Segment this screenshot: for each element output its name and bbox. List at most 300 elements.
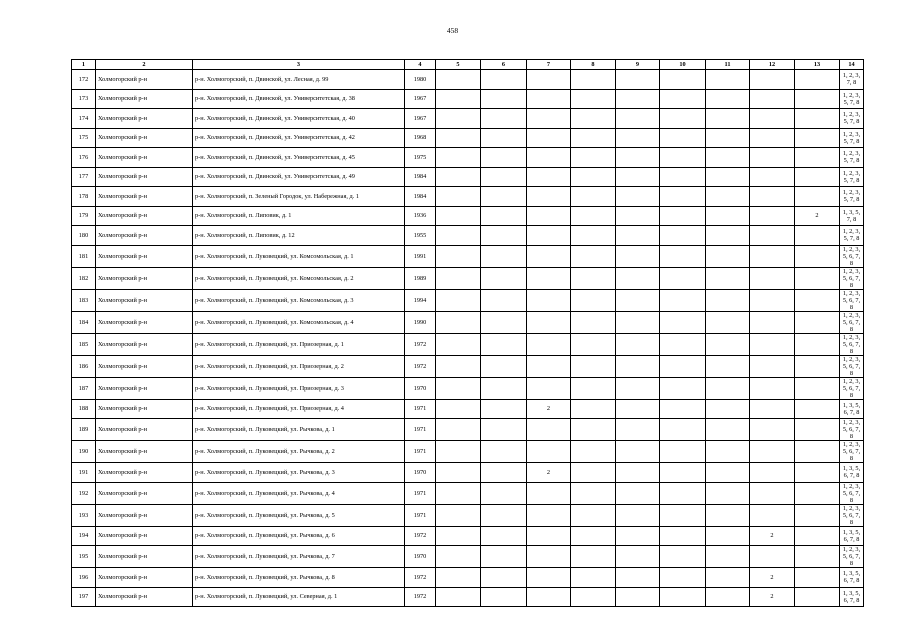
col14-cell: 1, 2, 3, 7, 8 [840,70,864,90]
col6-cell [481,482,527,504]
col11-cell [706,587,750,607]
col9-cell [616,167,660,187]
col9-cell [616,482,660,504]
col13-cell [795,128,840,148]
col8-cell [571,419,616,441]
col9-cell [616,355,660,377]
col14-cell: 1, 2, 3, 5, 7, 8 [840,128,864,148]
col6-cell [481,504,527,526]
col5-cell [436,568,481,588]
col9-cell [616,377,660,399]
col14-cell: 1, 3, 5, 6, 7, 8 [840,463,864,483]
col11-cell [706,377,750,399]
col9-cell [616,399,660,419]
col7-cell [527,419,571,441]
table-row [72,289,864,311]
col10-cell [660,311,706,333]
address-cell: р-н. Холмогорский, п. Луковецкий, ул. Рычкова, д. 8 [193,568,405,588]
col5-cell [436,546,481,568]
row-number: 196 [72,568,96,588]
year-cell: 1955 [405,226,436,246]
row-number: 193 [72,504,96,526]
col11-cell [706,70,750,90]
col10-cell [660,504,706,526]
col14-cell: 1, 2, 3, 5, 7, 8 [840,89,864,109]
col5-cell [436,289,481,311]
col9-cell [616,187,660,207]
year-cell: 1989 [405,267,436,289]
district-cell: Холмогорский р-н [96,546,193,568]
col12-cell [750,109,795,129]
district-cell: Холмогорский р-н [96,70,193,90]
row-number: 189 [72,419,96,441]
col5-cell [436,148,481,168]
col8-cell [571,399,616,419]
col7-cell [527,377,571,399]
district-cell: Холмогорский р-н [96,504,193,526]
col7-cell [527,89,571,109]
col7-cell [527,167,571,187]
column-header: 11 [706,60,750,70]
col7-cell [527,245,571,267]
col5-cell [436,333,481,355]
page-number: 458 [446,26,459,35]
address-cell: р-н. Холмогорский, п. Луковецкий, ул. Северная, д. 1 [193,587,405,607]
col11-cell [706,333,750,355]
header-row [72,60,864,70]
col14-cell: 1, 3, 5, 7, 8 [840,206,864,226]
col7-cell [527,526,571,546]
year-cell: 1980 [405,70,436,90]
col12-cell: 2 [750,526,795,546]
address-cell: р-н. Холмогорский, п. Двинской, ул. Университетская, д. 38 [193,89,405,109]
col11-cell [706,109,750,129]
col6-cell [481,70,527,90]
col11-cell [706,311,750,333]
address-cell: р-н. Холмогорский, п. Луковецкий, ул. Рычкова, д. 7 [193,546,405,568]
col12-cell [750,399,795,419]
row-number: 185 [72,333,96,355]
col12-cell: 2 [750,587,795,607]
col13-cell [795,419,840,441]
col6-cell [481,526,527,546]
address-cell: р-н. Холмогорский, п. Липовик, д. 12 [193,226,405,246]
col14-cell: 1, 2, 3, 5, 6, 7, 8 [840,355,864,377]
col10-cell [660,526,706,546]
table-row [72,89,864,109]
col5-cell [436,482,481,504]
table-row [72,355,864,377]
table-row [72,504,864,526]
col9-cell [616,546,660,568]
col8-cell [571,206,616,226]
row-number: 175 [72,128,96,148]
col5-cell [436,399,481,419]
district-cell: Холмогорский р-н [96,311,193,333]
col7-cell [527,333,571,355]
col9-cell [616,504,660,526]
col14-cell: 1, 2, 3, 5, 6, 7, 8 [840,419,864,441]
col10-cell [660,206,706,226]
col8-cell [571,245,616,267]
table-row [72,526,864,546]
col12-cell [750,482,795,504]
address-cell: р-н. Холмогорский, п. Луковецкий, ул. Комсомольская, д. 4 [193,311,405,333]
year-cell: 1972 [405,333,436,355]
address-cell: р-н. Холмогорский, п. Двинской, ул. Университетская, д. 49 [193,167,405,187]
year-cell: 1971 [405,441,436,463]
address-cell: р-н. Холмогорский, п. Липовик, д. 1 [193,206,405,226]
district-cell: Холмогорский р-н [96,377,193,399]
col9-cell [616,128,660,148]
col7-cell [527,187,571,207]
year-cell: 1994 [405,289,436,311]
col9-cell [616,226,660,246]
col14-cell: 1, 2, 3, 5, 6, 7, 8 [840,482,864,504]
year-cell: 1971 [405,482,436,504]
col10-cell [660,245,706,267]
col11-cell [706,245,750,267]
row-number: 172 [72,70,96,90]
district-cell: Холмогорский р-н [96,333,193,355]
col11-cell [706,568,750,588]
col5-cell [436,226,481,246]
col13-cell [795,399,840,419]
row-number: 194 [72,526,96,546]
row-number: 173 [72,89,96,109]
district-cell: Холмогорский р-н [96,587,193,607]
column-header: 13 [795,60,840,70]
address-cell: р-н. Холмогорский, п. Луковецкий, ул. Комсомольская, д. 1 [193,245,405,267]
col7-cell [527,267,571,289]
col8-cell [571,311,616,333]
col14-cell: 1, 2, 3, 5, 6, 7, 8 [840,504,864,526]
col10-cell [660,148,706,168]
col10-cell [660,89,706,109]
year-cell: 1975 [405,148,436,168]
column-header: 10 [660,60,706,70]
year-cell: 1936 [405,206,436,226]
col6-cell [481,419,527,441]
address-cell: р-н. Холмогорский, п. Луковецкий, ул. Комсомольская, д. 3 [193,289,405,311]
col8-cell [571,226,616,246]
col5-cell [436,206,481,226]
col8-cell [571,568,616,588]
col5-cell [436,311,481,333]
table-row [72,70,864,90]
col9-cell [616,70,660,90]
column-header: 9 [616,60,660,70]
col6-cell [481,355,527,377]
year-cell: 1972 [405,568,436,588]
col12-cell [750,128,795,148]
col10-cell [660,546,706,568]
district-cell: Холмогорский р-н [96,109,193,129]
col9-cell [616,245,660,267]
col6-cell [481,399,527,419]
address-cell: р-н. Холмогорский, п. Луковецкий, ул. Приозерная, д. 3 [193,377,405,399]
col9-cell [616,206,660,226]
col14-cell: 1, 2, 3, 5, 6, 7, 8 [840,311,864,333]
col9-cell [616,311,660,333]
col11-cell [706,355,750,377]
col13-cell [795,333,840,355]
col5-cell [436,245,481,267]
col10-cell [660,128,706,148]
row-number: 195 [72,546,96,568]
year-cell: 1991 [405,245,436,267]
col7-cell [527,587,571,607]
row-number: 177 [72,167,96,187]
col6-cell [481,546,527,568]
col12-cell [750,355,795,377]
col9-cell [616,267,660,289]
table-row [72,226,864,246]
address-cell: р-н. Холмогорский, п. Двинской, ул. Университетская, д. 42 [193,128,405,148]
col7-cell: 2 [527,463,571,483]
table-row [72,441,864,463]
row-number: 186 [72,355,96,377]
col9-cell [616,463,660,483]
table-row [72,267,864,289]
col13-cell [795,267,840,289]
col10-cell [660,399,706,419]
col14-cell: 1, 2, 3, 5, 6, 7, 8 [840,441,864,463]
district-cell: Холмогорский р-н [96,568,193,588]
col14-cell: 1, 2, 3, 5, 7, 8 [840,226,864,246]
col7-cell [527,289,571,311]
table-body [72,70,864,607]
row-number: 176 [72,148,96,168]
year-cell: 1968 [405,128,436,148]
district-cell: Холмогорский р-н [96,289,193,311]
col7-cell [527,311,571,333]
col13-cell [795,289,840,311]
col13-cell [795,463,840,483]
col7-cell [527,109,571,129]
address-cell: р-н. Холмогорский, п. Луковецкий, ул. Рычкова, д. 1 [193,419,405,441]
col13-cell [795,441,840,463]
table-row [72,167,864,187]
col9-cell [616,441,660,463]
row-number: 182 [72,267,96,289]
col12-cell [750,333,795,355]
address-cell: р-н. Холмогорский, п. Двинской, ул. Лесная, д. 99 [193,70,405,90]
col6-cell [481,148,527,168]
col14-cell: 1, 2, 3, 5, 6, 7, 8 [840,377,864,399]
year-cell: 1984 [405,187,436,207]
col12-cell [750,70,795,90]
col11-cell [706,441,750,463]
table-row [72,245,864,267]
col7-cell [527,441,571,463]
table-row [72,109,864,129]
col10-cell [660,587,706,607]
col14-cell: 1, 2, 3, 5, 6, 7, 8 [840,546,864,568]
col13-cell [795,568,840,588]
col6-cell [481,587,527,607]
col8-cell [571,109,616,129]
col10-cell [660,187,706,207]
col13-cell [795,504,840,526]
col8-cell [571,333,616,355]
col10-cell [660,109,706,129]
col12-cell [750,89,795,109]
column-header: 8 [571,60,616,70]
address-cell: р-н. Холмогорский, п. Двинской, ул. Университетская, д. 40 [193,109,405,129]
col11-cell [706,482,750,504]
col11-cell [706,187,750,207]
col12-cell [750,289,795,311]
col7-cell [527,148,571,168]
col11-cell [706,206,750,226]
address-cell: р-н. Холмогорский, п. Луковецкий, ул. Рычкова, д. 3 [193,463,405,483]
col8-cell [571,89,616,109]
col5-cell [436,109,481,129]
row-number: 184 [72,311,96,333]
table-row [72,399,864,419]
col5-cell [436,377,481,399]
col13-cell [795,187,840,207]
table-row [72,419,864,441]
address-cell: р-н. Холмогорский, п. Луковецкий, ул. Приозерная, д. 2 [193,355,405,377]
col7-cell [527,482,571,504]
col8-cell [571,504,616,526]
col9-cell [616,289,660,311]
address-cell: р-н. Холмогорский, п. Луковецкий, ул. Комсомольская, д. 2 [193,267,405,289]
col11-cell [706,226,750,246]
col12-cell [750,441,795,463]
year-cell: 1970 [405,463,436,483]
year-cell: 1967 [405,89,436,109]
col13-cell [795,587,840,607]
col14-cell: 1, 3, 5, 6, 7, 8 [840,587,864,607]
col9-cell [616,333,660,355]
col8-cell [571,167,616,187]
col14-cell: 1, 2, 3, 5, 7, 8 [840,148,864,168]
col13-cell [795,311,840,333]
col5-cell [436,441,481,463]
col13-cell: 2 [795,206,840,226]
col13-cell [795,109,840,129]
col6-cell [481,267,527,289]
col7-cell [527,70,571,90]
row-number: 178 [72,187,96,207]
col5-cell [436,128,481,148]
col13-cell [795,226,840,246]
col5-cell [436,419,481,441]
col7-cell [527,226,571,246]
year-cell: 1990 [405,311,436,333]
col14-cell: 1, 2, 3, 5, 7, 8 [840,109,864,129]
col12-cell: 2 [750,568,795,588]
col13-cell [795,526,840,546]
col6-cell [481,226,527,246]
col8-cell [571,526,616,546]
year-cell: 1970 [405,546,436,568]
year-cell: 1972 [405,355,436,377]
col12-cell [750,226,795,246]
address-cell: р-н. Холмогорский, п. Луковецкий, ул. Рычкова, д. 4 [193,482,405,504]
col8-cell [571,289,616,311]
col6-cell [481,206,527,226]
col5-cell [436,89,481,109]
year-cell: 1972 [405,587,436,607]
col5-cell [436,355,481,377]
col10-cell [660,568,706,588]
col11-cell [706,289,750,311]
table-row [72,148,864,168]
col6-cell [481,463,527,483]
table-row [72,482,864,504]
column-header: 4 [405,60,436,70]
col13-cell [795,482,840,504]
address-cell: р-н. Холмогорский, п. Луковецкий, ул. Приозерная, д. 4 [193,399,405,419]
address-cell: р-н. Холмогорский, п. Двинской, ул. Университетская, д. 45 [193,148,405,168]
col5-cell [436,526,481,546]
col6-cell [481,187,527,207]
col14-cell: 1, 3, 5, 6, 7, 8 [840,568,864,588]
col5-cell [436,504,481,526]
col14-cell: 1, 2, 3, 5, 6, 7, 8 [840,267,864,289]
year-cell: 1967 [405,109,436,129]
year-cell: 1971 [405,504,436,526]
column-header: 5 [436,60,481,70]
column-header: 7 [527,60,571,70]
row-number: 183 [72,289,96,311]
col11-cell [706,504,750,526]
district-cell: Холмогорский р-н [96,226,193,246]
col14-cell: 1, 2, 3, 5, 6, 7, 8 [840,289,864,311]
district-cell: Холмогорский р-н [96,482,193,504]
col11-cell [706,526,750,546]
col12-cell [750,245,795,267]
col10-cell [660,355,706,377]
district-cell: Холмогорский р-н [96,441,193,463]
col5-cell [436,587,481,607]
col9-cell [616,526,660,546]
col10-cell [660,441,706,463]
col11-cell [706,267,750,289]
col10-cell [660,167,706,187]
col14-cell: 1, 3, 5, 6, 7, 8 [840,399,864,419]
col13-cell [795,167,840,187]
col13-cell [795,89,840,109]
row-number: 192 [72,482,96,504]
col9-cell [616,568,660,588]
row-number: 179 [72,206,96,226]
col7-cell: 2 [527,399,571,419]
col13-cell [795,148,840,168]
address-cell: р-н. Холмогорский, п. Луковецкий, ул. Рычкова, д. 6 [193,526,405,546]
col12-cell [750,311,795,333]
col6-cell [481,128,527,148]
col8-cell [571,441,616,463]
address-cell: р-н. Холмогорский, п. Луковецкий, ул. Приозерная, д. 1 [193,333,405,355]
col8-cell [571,70,616,90]
col8-cell [571,587,616,607]
col12-cell [750,267,795,289]
table-row [72,377,864,399]
col11-cell [706,148,750,168]
col9-cell [616,587,660,607]
col13-cell [795,70,840,90]
district-cell: Холмогорский р-н [96,148,193,168]
table-row [72,333,864,355]
col14-cell: 1, 2, 3, 5, 6, 7, 8 [840,333,864,355]
col5-cell [436,463,481,483]
address-cell: р-н. Холмогорский, п. Луковецкий, ул. Рычкова, д. 2 [193,441,405,463]
